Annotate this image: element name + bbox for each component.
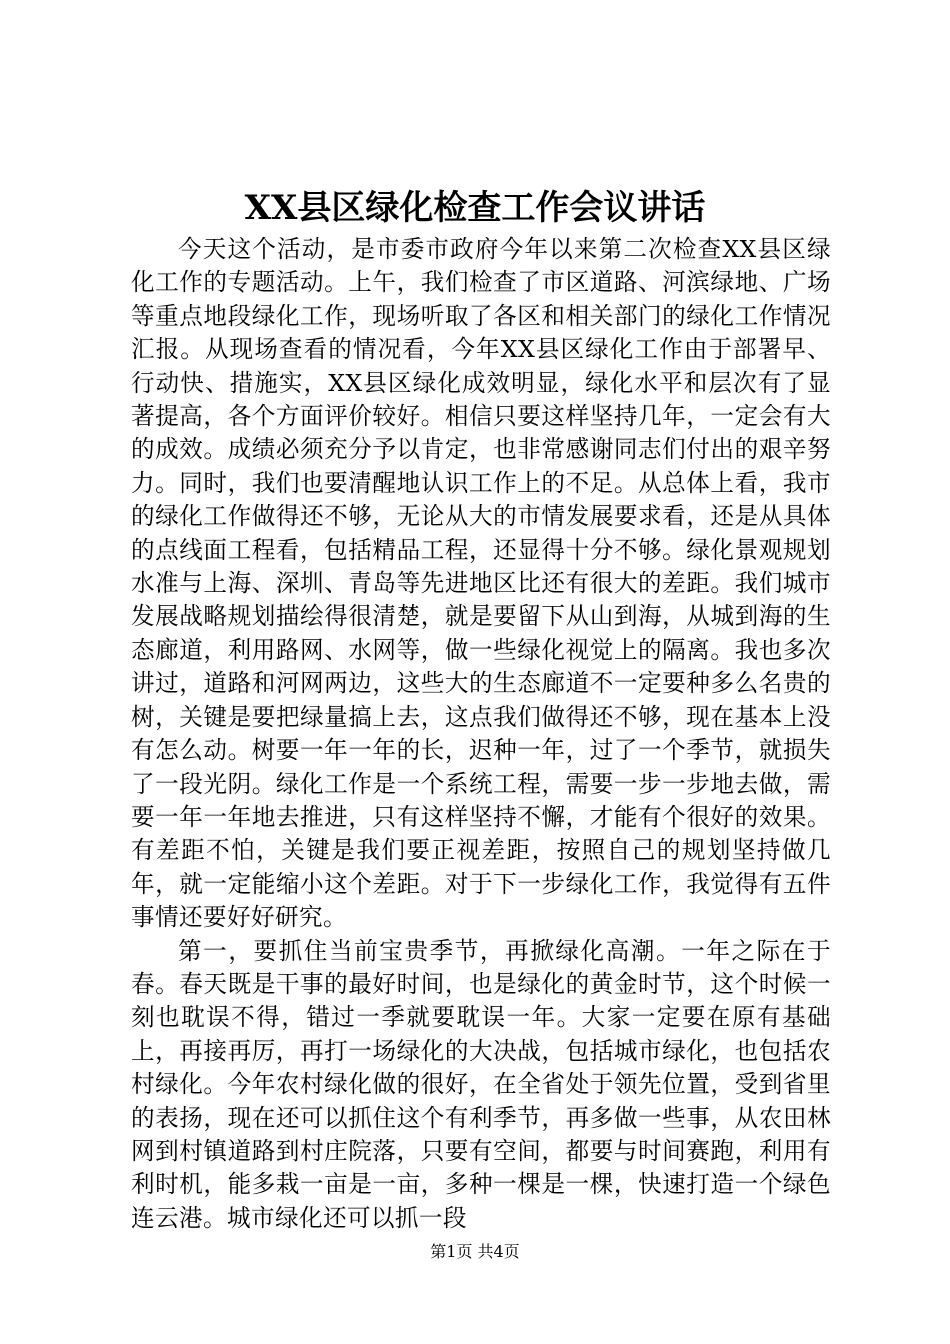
paragraph-first-point: 第一，要抓住当前宝贵季节，再掀绿化高潮。一年之际在于春。春天既是干事的最好时间，也是绿化的黄金时节，这个时候一刻也耽误不得，错过一季就要耽误一年。大家一定要在原有基础上，再接再厉，再打一场绿化的大决战，包括城市绿化，也包括农村绿化。今年农村绿化做的很好，在全省处于领先位置，受到省里的表扬，现在还可以抓住这个有利季节，再多做一些事，从农田林网到村镇道路到村庄院落，只要有空间，都要与时间赛跑，利用有利时机，能多栽一亩是一亩，多种一棵是一棵，快速打造一个绿色连云港。城市绿化还可以抓一段 — [131, 936, 831, 1232]
paragraph-intro: 今天这个活动，是市委市政府今年以来第二次检查XX县区绿化工作的专题活动。上午，我们检查了市区道路、河滨绿地、广场等重点地段绿化工作，现场听取了各区和相关部门的绿化工作情况汇报。从现场查看的情况看，今年XX县区绿化工作由于部署早、行动快、措施实，XX县区绿化成效明显，绿化水平和层次有了显著提高，各个方面评价较好。相信只要这样坚持几年，一定会有大的成效。成绩必须充分予以肯定，也非常感谢同志们付出的艰辛努力。同时，我们也要清醒地认识工作上的不足。从总体上看，我市的绿化工作做得还不够，无论从大的市情发展要求看，还是从具体的点线面工程看，包括精品工程，还显得十分不够。绿化景观规划水准与上海、深圳、青岛等先进地区比还有很大的差距。我们城市发展战略规划描绘得很清楚，就是要留下从山到海，从城到海的生态廊道，利用路网、水网等，做一些绿化视觉上的隔离。我也多次讲过，道路和河网两边，这些大的生态廊道不一定要种多么名贵的树，关键是要把绿量搞上去，这点我们做得还不够，现在基本上没有怎么动。树要一年一年的长，迟种一年，过了一个季节，就损失了一段光阴。绿化工作是一个系统工程，需要一步一步地去做，需要一年一年地去推进，只有这样坚持不懈，才能有个很好的效果。有差距不怕，关键是我们要正视差距，按照自己的规划坚持做几年，就一定能缩小这个差距。对于下一步绿化工作，我觉得有五件事情还要好好研究。 — [131, 235, 831, 932]
page-number-footer: 第1页 共4页 — [430, 1242, 520, 1261]
document-title: XX县区绿化检查工作会议讲话 — [244, 188, 706, 228]
document-body — [131, 233, 831, 1235]
